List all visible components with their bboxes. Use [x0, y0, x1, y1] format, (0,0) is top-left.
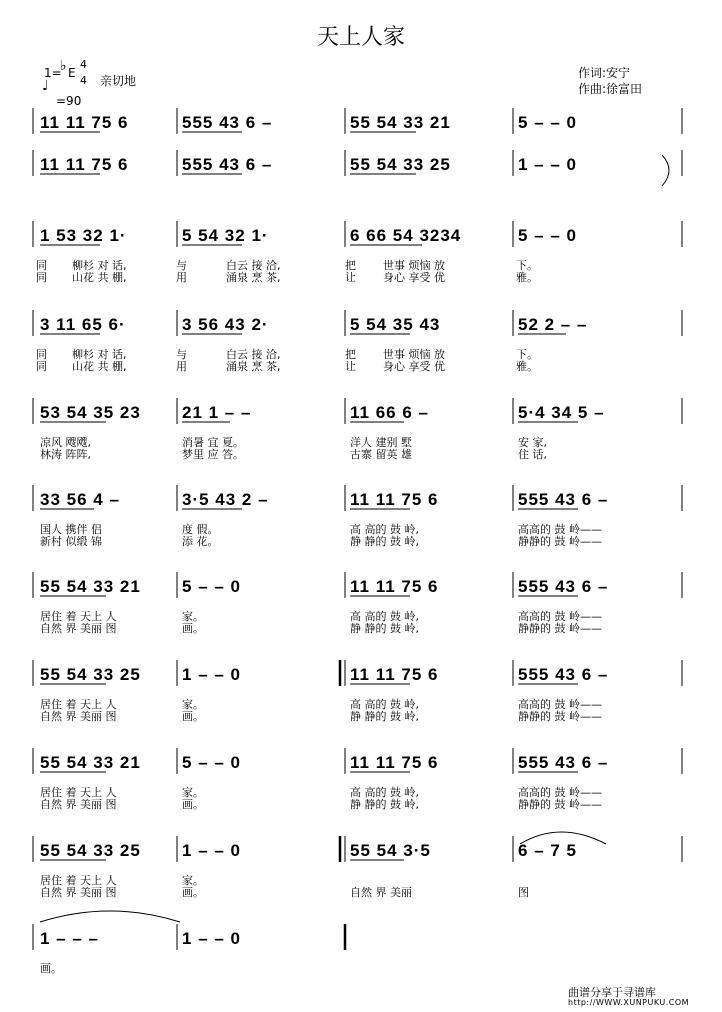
lyric-text: 身心 享受 优	[383, 360, 445, 373]
lyric-text: 高 高的 鼓 岭,	[350, 610, 419, 623]
note-group: 5·4 34 5 –	[518, 403, 605, 422]
lyric-text: 高高的 鼓 岭——	[518, 786, 602, 799]
note-group: 11 11 75 6	[40, 155, 129, 174]
note-group: 5 – – 0	[182, 753, 241, 772]
lyric-text: 让	[345, 360, 356, 373]
lyric-text: 同	[36, 348, 47, 361]
lyric-text: 世事 烦恼 放	[383, 259, 445, 272]
lyric-text: 静静的 鼓 岭——	[518, 622, 602, 635]
note-group: 5 – – 0	[518, 113, 577, 132]
lyric-text: 雅。	[516, 271, 538, 284]
lyric-text: 下。	[516, 348, 538, 361]
lyric-text: 消暑 宜 夏。	[182, 436, 244, 449]
note-group: 555 43 6 –	[518, 490, 609, 509]
tie-arc	[40, 911, 180, 922]
lyric-text: 自然 界 美丽	[350, 886, 412, 899]
lyric-text: 让	[345, 271, 356, 284]
lyric-text: 同	[36, 271, 47, 284]
lyric-text: 高 高的 鼓 岭,	[350, 786, 419, 799]
lyric-text: 同	[36, 360, 47, 373]
note-group: 21 1 – –	[182, 403, 252, 422]
note-group: 6 – 7 5	[518, 841, 577, 860]
lyric-text: 山花 共 棚,	[72, 271, 127, 284]
lyric-text: 自然 界 美丽 图	[40, 798, 117, 811]
note-group: 55 54 33 25	[40, 665, 141, 684]
lyric-text: 家。	[182, 698, 204, 711]
note-group: 555 43 6 –	[518, 665, 609, 684]
lyric-text: 柳杉 对 话,	[72, 348, 127, 361]
lyric-text: 画。	[182, 798, 204, 811]
lyric-text: 凉风 飕飕,	[40, 436, 91, 449]
lyric-text: 度 假。	[182, 523, 219, 536]
note-group: 6 66 54 3234	[350, 226, 462, 245]
lyric-text: 高高的 鼓 岭——	[518, 610, 602, 623]
note-group: 53 54 35 23	[40, 403, 141, 422]
lyric-text: 静静的 鼓 岭——	[518, 710, 602, 723]
note-group: 555 43 6 –	[182, 155, 273, 174]
note-group: 555 43 6 –	[518, 577, 609, 596]
lyric-text: 梦里 应 答。	[182, 448, 244, 461]
lyric-text: 新村 似缎 锦	[40, 535, 102, 548]
note-group: 55 54 33 21	[40, 577, 141, 596]
lyric-text: 把	[345, 259, 356, 272]
lyric-text: 家。	[182, 610, 204, 623]
composer-credit: 作曲:徐富田	[578, 82, 643, 96]
lyric-text: 自然 界 美丽 图	[40, 886, 117, 899]
lyric-text: 国人 携伴 侣	[40, 523, 102, 536]
note-group: 11 11 75 6	[350, 577, 439, 596]
lyric-text: 古寨 留英 雄	[350, 448, 412, 461]
lyric-text: 静静的 鼓 岭——	[518, 535, 602, 548]
note-group: 55 54 33 21	[40, 753, 141, 772]
note-group: 11 11 75 6	[40, 113, 129, 132]
lyric-text: 静静的 鼓 岭——	[518, 798, 602, 811]
note-group: 1 – – 0	[518, 155, 577, 174]
note-group: 1 – – 0	[182, 665, 241, 684]
note-group: 33 56 4 –	[40, 490, 120, 509]
note-group: 1 – – 0	[182, 929, 241, 948]
note-group: 5 54 35 43	[350, 315, 441, 334]
lyric-text: 身心 享受 优	[383, 271, 445, 284]
note-group: 11 11 75 6	[350, 490, 439, 509]
lyric-text: 静 静的 鼓 岭,	[350, 622, 419, 635]
note-group: 55 54 3·5	[350, 841, 431, 860]
lyric-text: 高 高的 鼓 岭,	[350, 523, 419, 536]
tempo-mark: =90	[56, 94, 82, 108]
lyric-text: 静 静的 鼓 岭,	[350, 535, 419, 548]
lyric-text: 白云 接 洽,	[226, 348, 281, 361]
lyric-text: 安 家,	[518, 436, 547, 449]
lyric-text: 画。	[182, 622, 204, 635]
lyricist-credit: 作词:安宁	[578, 66, 631, 80]
lyric-text: 柳杉 对 话,	[72, 259, 127, 272]
lyric-text: 居住 着 天上 人	[40, 786, 117, 799]
note-group: 5 54 32 1·	[182, 226, 269, 245]
lyric-text: 居住 着 天上 人	[40, 874, 117, 887]
note-group: 11 11 75 6	[350, 665, 439, 684]
note-group: 3 11 65 6·	[40, 315, 126, 334]
lyric-text: 用	[176, 271, 187, 284]
song-title: 天上人家	[316, 25, 405, 50]
lyric-text: 高高的 鼓 岭——	[518, 523, 602, 536]
lyric-text: 与	[176, 259, 187, 272]
note-group: 11 11 75 6	[350, 753, 439, 772]
lyric-text: 洋人 建别 墅	[350, 436, 412, 449]
lyric-text: 静 静的 鼓 岭,	[350, 710, 419, 723]
note-group: 3 56 43 2·	[182, 315, 269, 334]
lyric-text: 用	[176, 360, 187, 373]
note-group: 555 43 6 –	[182, 113, 273, 132]
note-group: 555 43 6 –	[518, 753, 609, 772]
lyric-text: 与	[176, 348, 187, 361]
note-group: 55 54 33 25	[350, 155, 451, 174]
lyric-text: 涌泉 烹 茶,	[226, 271, 281, 284]
lyric-text: 自然 界 美丽 图	[40, 622, 117, 635]
lyric-text: 添 花。	[182, 535, 219, 548]
lyric-text: 高高的 鼓 岭——	[518, 698, 602, 711]
lyric-text: 同	[36, 259, 47, 272]
lyric-text: 住 话,	[518, 448, 547, 461]
note-group: 5 – – 0	[182, 577, 241, 596]
lyric-text: 高 高的 鼓 岭,	[350, 698, 419, 711]
note-group: 1 – – –	[40, 929, 99, 948]
note-group: 3·5 43 2 –	[182, 490, 269, 509]
footer-url: http://WWW.XUNPUKU.COM	[568, 998, 690, 1007]
lyric-text: 白云 接 洽,	[226, 259, 281, 272]
lyric-text: 涌泉 烹 茶,	[226, 360, 281, 373]
lyric-text: 世事 烦恼 放	[383, 348, 445, 361]
lyric-text: 居住 着 天上 人	[40, 698, 117, 711]
closing-bracket	[662, 155, 669, 186]
lyric-text: 山花 共 棚,	[72, 360, 127, 373]
lyric-text: 静 静的 鼓 岭,	[350, 798, 419, 811]
lyric-text: 自然 界 美丽 图	[40, 710, 117, 723]
lyric-text: 林涛 阵阵,	[40, 448, 91, 461]
lyric-text: 居住 着 天上 人	[40, 610, 117, 623]
lyric-text: 家。	[182, 874, 204, 887]
lyric-text: 雅。	[516, 360, 538, 373]
note-group: 5 – – 0	[518, 226, 577, 245]
lyric-text: 图	[518, 886, 529, 899]
expression-mark: 亲切地	[100, 74, 137, 88]
note-group: 55 54 33 25	[40, 841, 141, 860]
note-group: 52 2 – –	[518, 315, 588, 334]
note-group: 1 – – 0	[182, 841, 241, 860]
note-group: 11 66 6 –	[350, 403, 429, 422]
note-group: 1 53 32 1·	[40, 226, 127, 245]
footer-site: 曲谱分享于寻谱库	[568, 986, 656, 999]
lyric-text: 家。	[182, 786, 204, 799]
quarter-note-icon: ♩	[42, 78, 49, 94]
lyric-text: 画。	[182, 886, 204, 899]
note-group: 55 54 33 21	[350, 113, 451, 132]
lyric-text: 画。	[40, 962, 62, 975]
lyric-text: 画。	[182, 710, 204, 723]
lyric-text: 把	[345, 348, 356, 361]
lyric-text: 下。	[516, 259, 538, 272]
